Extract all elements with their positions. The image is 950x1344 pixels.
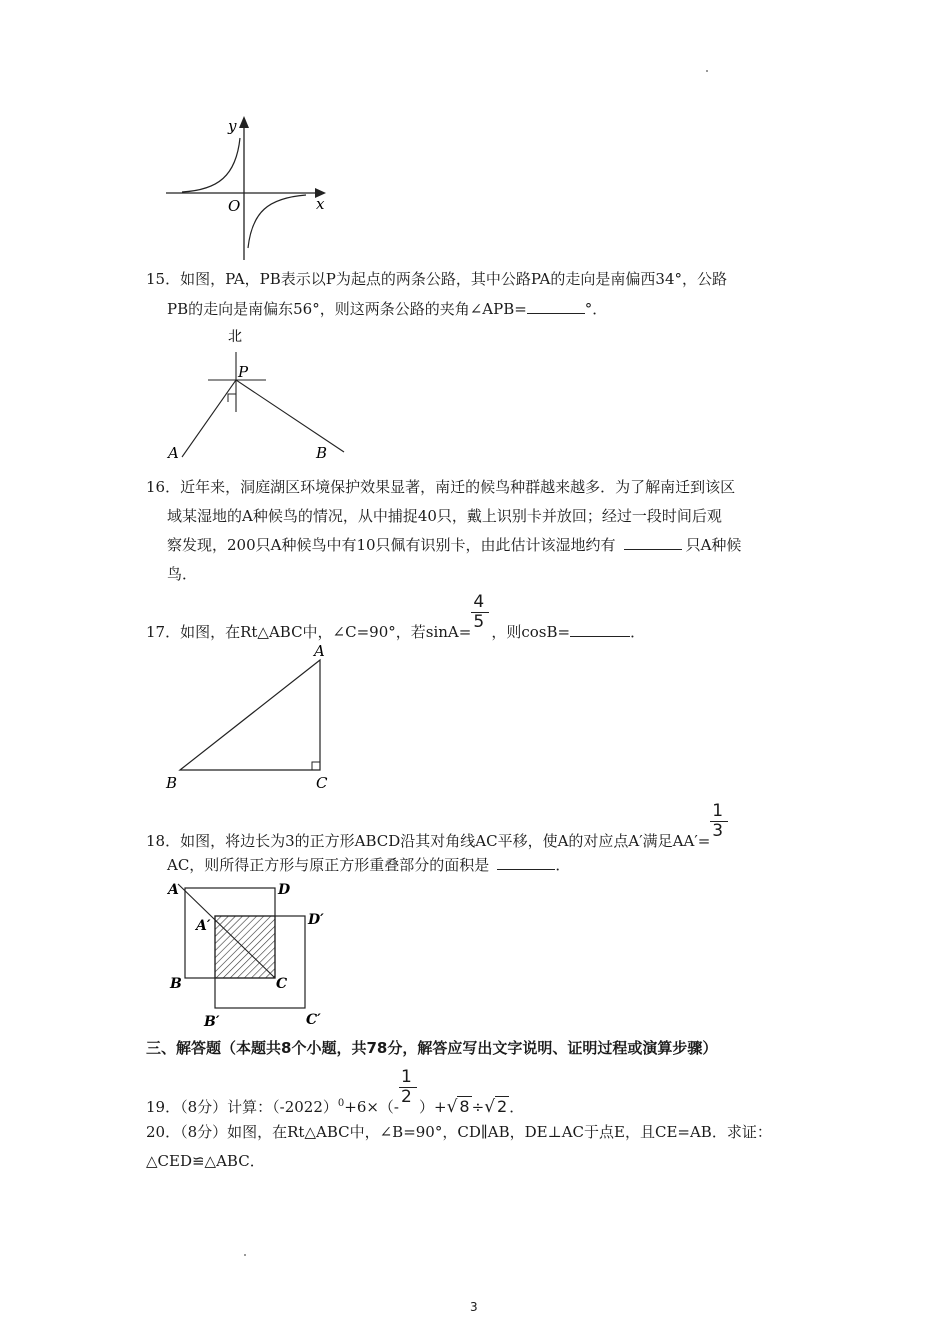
point-a-label: A	[168, 444, 179, 462]
point-p-label: P	[238, 363, 249, 381]
scan-dot	[706, 70, 708, 72]
q18-line1	[146, 801, 730, 852]
q19-frac-num: 1	[401, 1067, 412, 1087]
q19-sqrt8: 8	[459, 1097, 470, 1116]
answer-blank-18[interactable]	[497, 854, 555, 870]
scan-dot-2	[244, 1254, 246, 1256]
origin-label: O	[228, 197, 241, 215]
q16-line3b: 只A种候	[685, 536, 742, 554]
q15-line1: 15．如图，PA，PB表示以P为起点的两条公路，其中公路PA的走向是南偏西34°，公路	[146, 270, 727, 288]
q20-line1: 20．（8分）如图，在Rt△ABC中，∠B=90°，CD∥AB，DE⊥AC于点E，且CE=AB．求证：	[146, 1123, 772, 1141]
sq-label-d-prime: D′	[308, 912, 324, 928]
sq-label-b-prime: B′	[204, 1014, 220, 1030]
section-heading-3: 三、解答题（本题共8个小题，共78分，解答应写出文字说明、证明过程或演算步骤）	[146, 1039, 718, 1057]
q18-line2a: AC，则所得正方形与原正方形重叠部分的面积是	[167, 856, 490, 874]
sq-label-c: C	[276, 976, 288, 992]
sq-label-a: A	[168, 882, 179, 898]
page-number: 3	[470, 1300, 478, 1314]
answer-blank-16[interactable]	[624, 534, 682, 550]
q16-line3	[167, 534, 741, 556]
sq-label-d: D	[278, 882, 291, 898]
q17-text-a: 17．如图，在Rt△ABC中，∠C=90°，若sinA=	[146, 623, 472, 641]
sqrt-symbol: √	[446, 1097, 458, 1117]
answer-blank-15[interactable]	[527, 298, 585, 314]
vertex-b-label: B	[166, 774, 178, 792]
q18-text-a: 18．如图，将边长为3的正方形ABCD沿其对角线AC平移，使A的对应点A′满足AA′=	[146, 832, 711, 850]
q16-line4: 鸟．	[167, 565, 198, 583]
q15-line2b: °．	[584, 300, 608, 318]
q19-text-b: +6×（-	[344, 1098, 399, 1116]
q17-text-b: ，则cosB=	[491, 623, 571, 641]
q19-text-c: ）+	[419, 1098, 447, 1116]
vertex-a-label: A	[314, 642, 325, 660]
q19-exponent: 0	[337, 1098, 345, 1109]
q15-line2a: PB的走向是南偏东56°，则这两条公路的夹角∠APB=	[167, 300, 527, 318]
q15-line2	[167, 298, 607, 320]
q19-frac-den: 2	[401, 1087, 412, 1107]
right-triangle-figure	[160, 640, 350, 795]
q19-text-d: ÷	[471, 1098, 485, 1116]
q19-sqrt2: 2	[497, 1097, 508, 1116]
q18-line2b: ．	[555, 856, 571, 874]
q16-line3a: 察发现，200只A种候鸟中有10只佩有识别卡，由此估计该湿地约有	[167, 536, 616, 554]
y-axis-label: y	[228, 117, 237, 135]
vertex-c-label: C	[316, 774, 328, 792]
q17-fraction	[471, 592, 491, 637]
sq-label-a-prime: A′	[196, 918, 211, 934]
q18-fraction	[710, 801, 730, 846]
q20-line2: △CED≌△ABC．	[146, 1152, 265, 1170]
q19-text-e: ．	[509, 1098, 525, 1116]
q18-line2	[167, 854, 570, 876]
squares-figure	[160, 878, 340, 1033]
hyperbola-figure	[160, 110, 340, 265]
sq-label-c-prime: C′	[306, 1012, 321, 1028]
q18-frac-num: 1	[712, 801, 724, 821]
q19-text-a: 19．（8分）计算：（-2022）	[146, 1098, 338, 1116]
sq-label-b: B	[170, 976, 182, 992]
q17-frac-den: 5	[473, 612, 485, 632]
q16-line1: 16．近年来，洞庭湖区环境保护效果显著，南迁的候鸟种群越来越多．为了解南迁到该区	[146, 478, 736, 496]
north-label: 北	[228, 329, 242, 345]
answer-blank-17[interactable]	[570, 621, 630, 637]
point-b-label: B	[316, 444, 328, 462]
q16-line2: 域某湿地的A种候鸟的情况，从中捕捉40只，戴上识别卡并放回；经过一段时间后观	[167, 507, 722, 525]
sqrt-symbol-2: √	[484, 1097, 496, 1117]
q19-line	[146, 1067, 525, 1118]
q19-fraction	[399, 1067, 419, 1112]
x-axis-label: x	[316, 195, 325, 213]
q18-frac-den: 3	[712, 821, 724, 841]
roads-figure	[160, 322, 360, 467]
q17-text-c: ．	[630, 623, 646, 641]
q17-frac-num: 4	[473, 592, 485, 612]
